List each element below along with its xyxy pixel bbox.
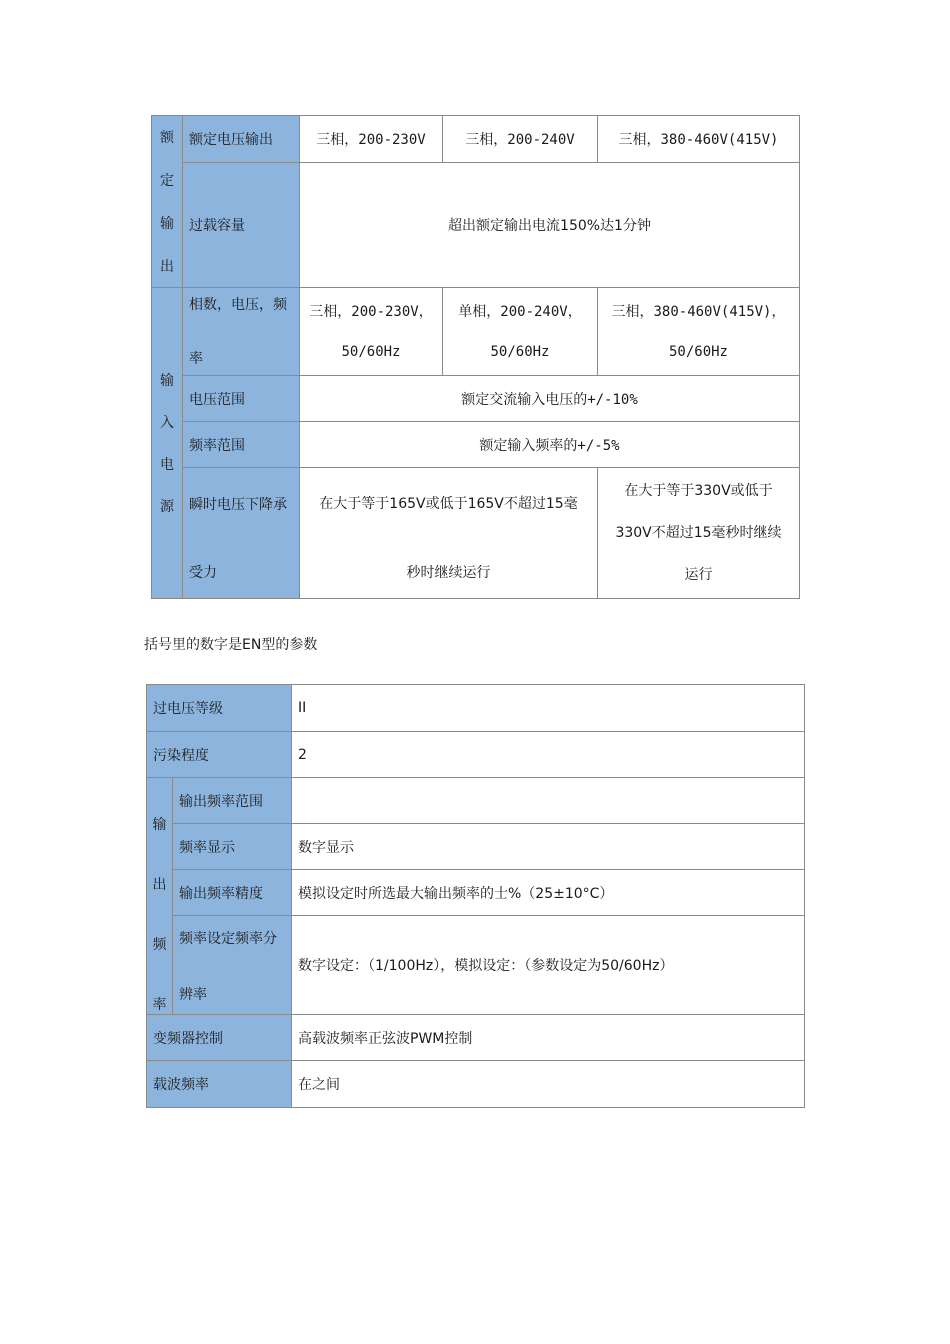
rated-voltage-col3: 三相，380-460V(415V) — [598, 116, 800, 163]
voltage-sag-left-value: 在大于等于165V或低于165V不超过15毫 秒时继续运行 — [300, 468, 598, 599]
voltage-sag-label: 瞬时电压下降承 受力 — [183, 468, 300, 599]
freq-display-value: 数字显示 — [292, 824, 805, 870]
output-freq-accuracy-label: 输出频率精度 — [173, 870, 292, 916]
freq-range-label: 频率范围 — [183, 422, 300, 468]
rated-voltage-col2: 三相，200-240V — [443, 116, 598, 163]
phase-voltage-freq-label: 相数，电压，频 率 — [183, 288, 300, 376]
rated-voltage-col1: 三相，200-230V — [300, 116, 443, 163]
en-model-note: 括号里的数字是EN型的参数 — [144, 637, 318, 653]
voltage-range-value: 额定交流输入电压的+/-10% — [300, 376, 800, 422]
output-freq-group-label: 输 出 频 率 — [147, 778, 173, 1015]
freq-display-label: 频率显示 — [173, 824, 292, 870]
output-freq-range-value — [292, 778, 805, 824]
voltage-sag-right-value: 在大于等于330V或低于 330V不超过15毫秒时继续 运行 — [598, 468, 800, 599]
freq-range-value: 额定输入频率的+/-5% — [300, 422, 800, 468]
freq-resolution-value: 数字设定：（1/100Hz），模拟设定：（参数设定为50/60Hz） — [292, 916, 805, 1015]
pollution-label: 污染程度 — [147, 732, 292, 778]
pollution-value: 2 — [292, 732, 805, 778]
specs-table-rated-input — [151, 115, 800, 599]
rated-voltage-output-label: 额定电压输出 — [183, 116, 300, 163]
input-power-group-label: 输 入 电 源 — [152, 288, 183, 599]
rated-output-group-label: 额 定 输 出 — [152, 116, 183, 288]
inverter-control-label: 变频器控制 — [147, 1015, 292, 1061]
overvoltage-label: 过电压等级 — [147, 685, 292, 732]
voltage-range-label: 电压范围 — [183, 376, 300, 422]
inverter-control-value: 高载波频率正弦波PWM控制 — [292, 1015, 805, 1061]
carrier-freq-value: 在之间 — [292, 1061, 805, 1108]
phase-voltage-col2: 单相，200-240V， 50/60Hz — [443, 288, 598, 376]
output-freq-accuracy-value: 模拟设定时所选最大输出频率的士%（25±10°C） — [292, 870, 805, 916]
overload-label: 过载容量 — [183, 163, 300, 288]
phase-voltage-col1: 三相，200-230V， 50/60Hz — [300, 288, 443, 376]
specs-table-control — [146, 684, 805, 1108]
overload-value: 超出额定输出电流150%达1分钟 — [300, 163, 800, 288]
carrier-freq-label: 载波频率 — [147, 1061, 292, 1108]
overvoltage-value: II — [292, 685, 805, 732]
output-freq-range-label: 输出频率范围 — [173, 778, 292, 824]
freq-resolution-label: 频率设定频率分 辨率 — [173, 916, 292, 1015]
phase-voltage-col3: 三相，380-460V(415V)， 50/60Hz — [598, 288, 800, 376]
